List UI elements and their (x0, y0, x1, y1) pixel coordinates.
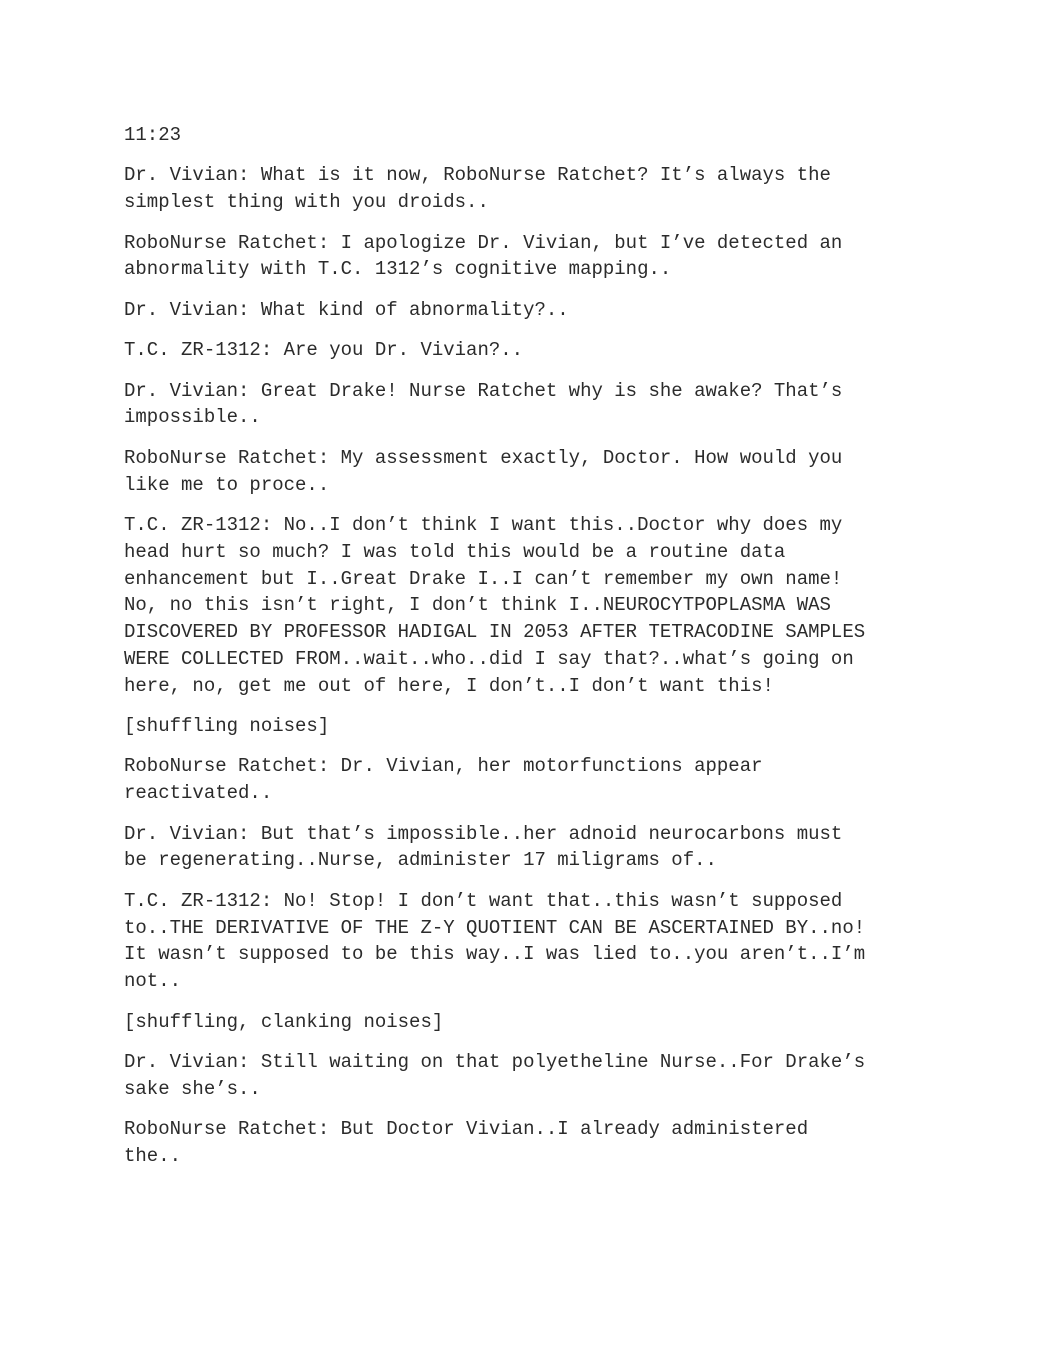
dialogue-line: RoboNurse Ratchet: But Doctor Vivian..I already administered the.. (124, 1118, 809, 1168)
dialogue-line: Dr. Vivian: Great Drake! Nurse Ratchet why is she awake? That’s impossible.. (124, 379, 843, 429)
dialogue-line: Dr. Vivian: But that’s impossible..her adnoid neurocarbons must be regenerating..Nurse, administer 17 miligrams of.. (124, 822, 843, 872)
dialogue-line: T.C. ZR-1312: No..I don’t think I want this..Doctor why does my head hurt so much? I was told this would be a routine data enhancement but I..Great Drake I..I can’t remember my own name! No, no this isn’t right, I don’t think I..NEUROCYTPOPLASMA WAS DISCOVERED BY PROFESSOR HADIGAL IN 2053 AFTER TETRACODINE SAMPLES WERE COLLECTED FROM..wait..who..did I say that?..what’s going on here, no, get me out of here, I don’t..I don’t want this! (124, 513, 866, 697)
dialogue-line: RoboNurse Ratchet: I apologize Dr. Vivian, but I’ve detected an abnormality with T.C. 1312’s cognitive mapping.. (124, 231, 843, 281)
dialogue-line: T.C. ZR-1312: Are you Dr. Vivian?.. (124, 339, 524, 362)
dialogue-line: RoboNurse Ratchet: Dr. Vivian, her motorfunctions appear reactivated.. (124, 755, 763, 805)
dialogue-line: Dr. Vivian: What kind of abnormality?.. (124, 298, 569, 321)
dialogue-line: Dr. Vivian: What is it now, RoboNurse Ratchet? It’s always the simplest thing with you droids.. (124, 164, 831, 214)
stage-direction: [shuffling, clanking noises] (124, 1010, 444, 1033)
transcript-body (124, 122, 934, 1183)
dialogue-line: Dr. Vivian: Still waiting on that polyetheline Nurse..For Drake’s sake she’s.. (124, 1051, 866, 1100)
dialogue-line: T.C. ZR-1312: No! Stop! I don’t want that..this wasn’t supposed to..THE DERIVATIVE OF THE Z-Y QUOTIENT CAN BE ASCERTAINED BY..no! It wasn’t supposed to be this way..I was lied to..you aren’t..I’m not.. (124, 889, 866, 993)
stage-direction: [shuffling noises] (124, 715, 330, 738)
timestamp: 11:23 (124, 124, 182, 146)
dialogue-line: RoboNurse Ratchet: My assessment exactly, Doctor. How would you like me to proce.. (124, 446, 843, 496)
